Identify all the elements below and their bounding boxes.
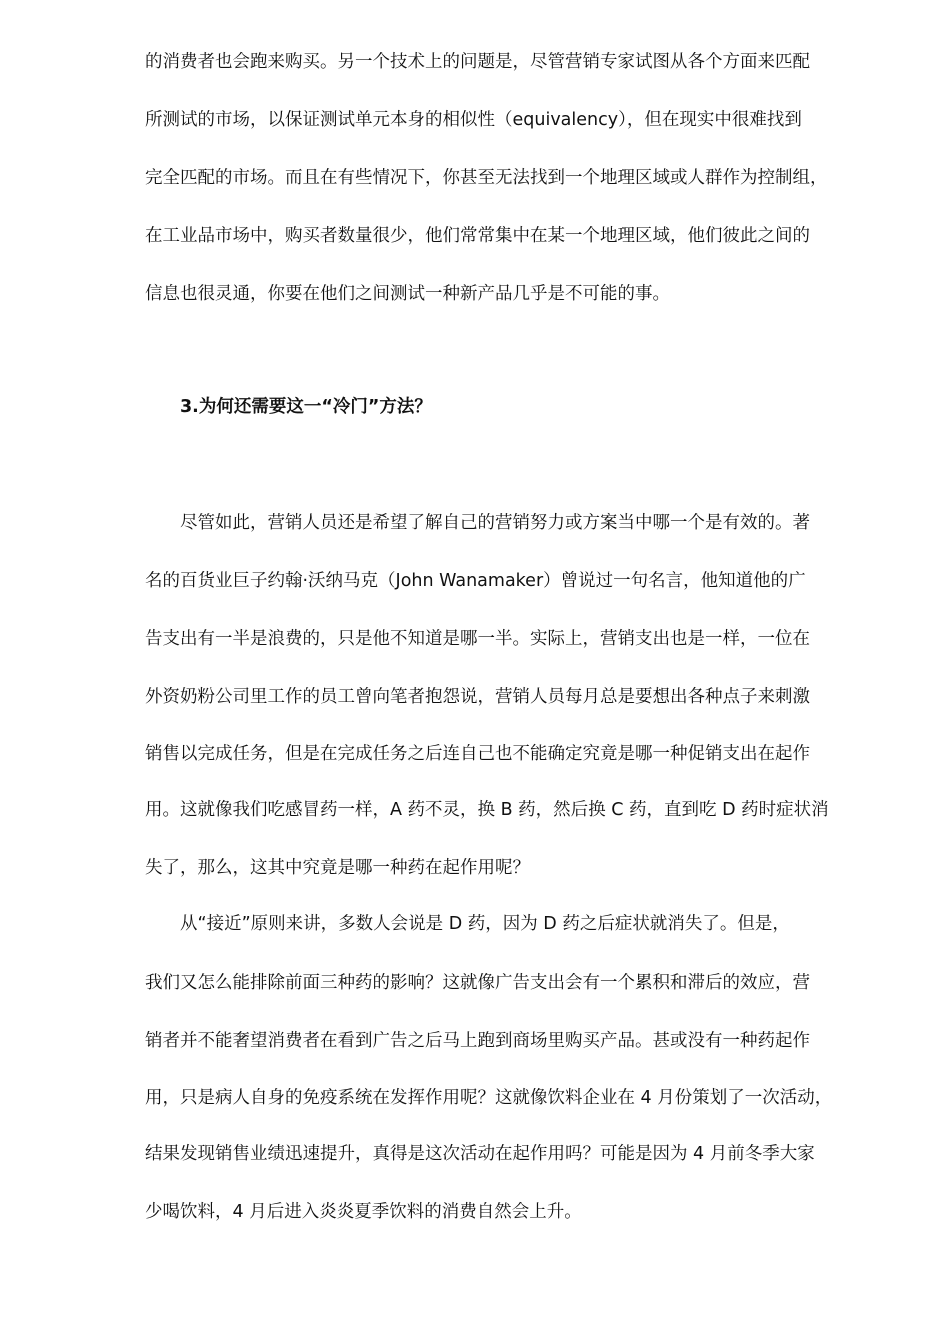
paragraph-2-line-6: 用。这就像我们吃感冒药一样，A 药不灵，换 B 药，然后换 C 药，直到吃 D 药时症状消 <box>145 800 829 820</box>
paragraph-2-line-3: 告支出有一半是浪费的，只是他不知道是哪一半。实际上，营销支出也是一样，一位在 <box>145 629 810 649</box>
paragraph-1-line-2: 所测试的市场，以保证测试单元本身的相似性（equivalency），但在现实中很难找到 <box>145 110 802 130</box>
paragraph-3-line-1: 从“接近”原则来讲，多数人会说是 D 药，因为 D 药之后症状就消失了。但是， <box>180 914 790 934</box>
paragraph-3-line-3: 销者并不能奢望消费者在看到广告之后马上跑到商场里购买产品。甚或没有一种药起作 <box>145 1031 810 1051</box>
paragraph-3-line-2: 我们又怎么能排除前面三种药的影响？这就像广告支出会有一个累积和滞后的效应，营 <box>145 973 810 993</box>
paragraph-2-line-7: 失了，那么，这其中究竟是哪一种药在起作用呢？ <box>145 858 530 878</box>
paragraph-2-line-5: 销售以完成任务，但是在完成任务之后连自己也不能确定究竟是哪一种促销支出在起作 <box>145 744 810 764</box>
paragraph-1-line-3: 完全匹配的市场。而且在有些情况下，你甚至无法找到一个地理区域或人群作为控制组， <box>145 168 828 188</box>
paragraph-1-line-1: 的消费者也会跑来购买。另一个技术上的问题是，尽管营销专家试图从各个方面来匹配 <box>145 52 810 72</box>
paragraph-2-line-4: 外资奶粉公司里工作的员工曾向笔者抱怨说，营销人员每月总是要想出各种点子来刺激 <box>145 687 810 707</box>
paragraph-2-line-1: 尽管如此，营销人员还是希望了解自己的营销努力或方案当中哪一个是有效的。著 <box>180 513 810 533</box>
paragraph-3-line-5: 结果发现销售业绩迅速提升，真得是这次活动在起作用吗？可能是因为 4 月前冬季大家 <box>145 1144 815 1164</box>
paragraph-1-line-4: 在工业品市场中，购买者数量很少，他们常常集中在某一个地理区域，他们彼此之间的 <box>145 226 810 246</box>
section-heading: 3.为何还需要这一“冷门”方法？ <box>180 397 432 417</box>
paragraph-1-line-5: 信息也很灵通，你要在他们之间测试一种新产品几乎是不可能的事。 <box>145 284 670 304</box>
paragraph-3-line-6: 少喝饮料，4 月后进入炎炎夏季饮料的消费自然会上升。 <box>145 1202 582 1222</box>
paragraph-2-line-2: 名的百货业巨子约翰·沃纳马克（John Wanamaker）曾说过一句名言，他知道他的广 <box>145 571 806 591</box>
paragraph-3-line-4: 用，只是病人自身的免疫系统在发挥作用呢？这就像饮料企业在 4 月份策划了一次活动， <box>145 1088 833 1108</box>
